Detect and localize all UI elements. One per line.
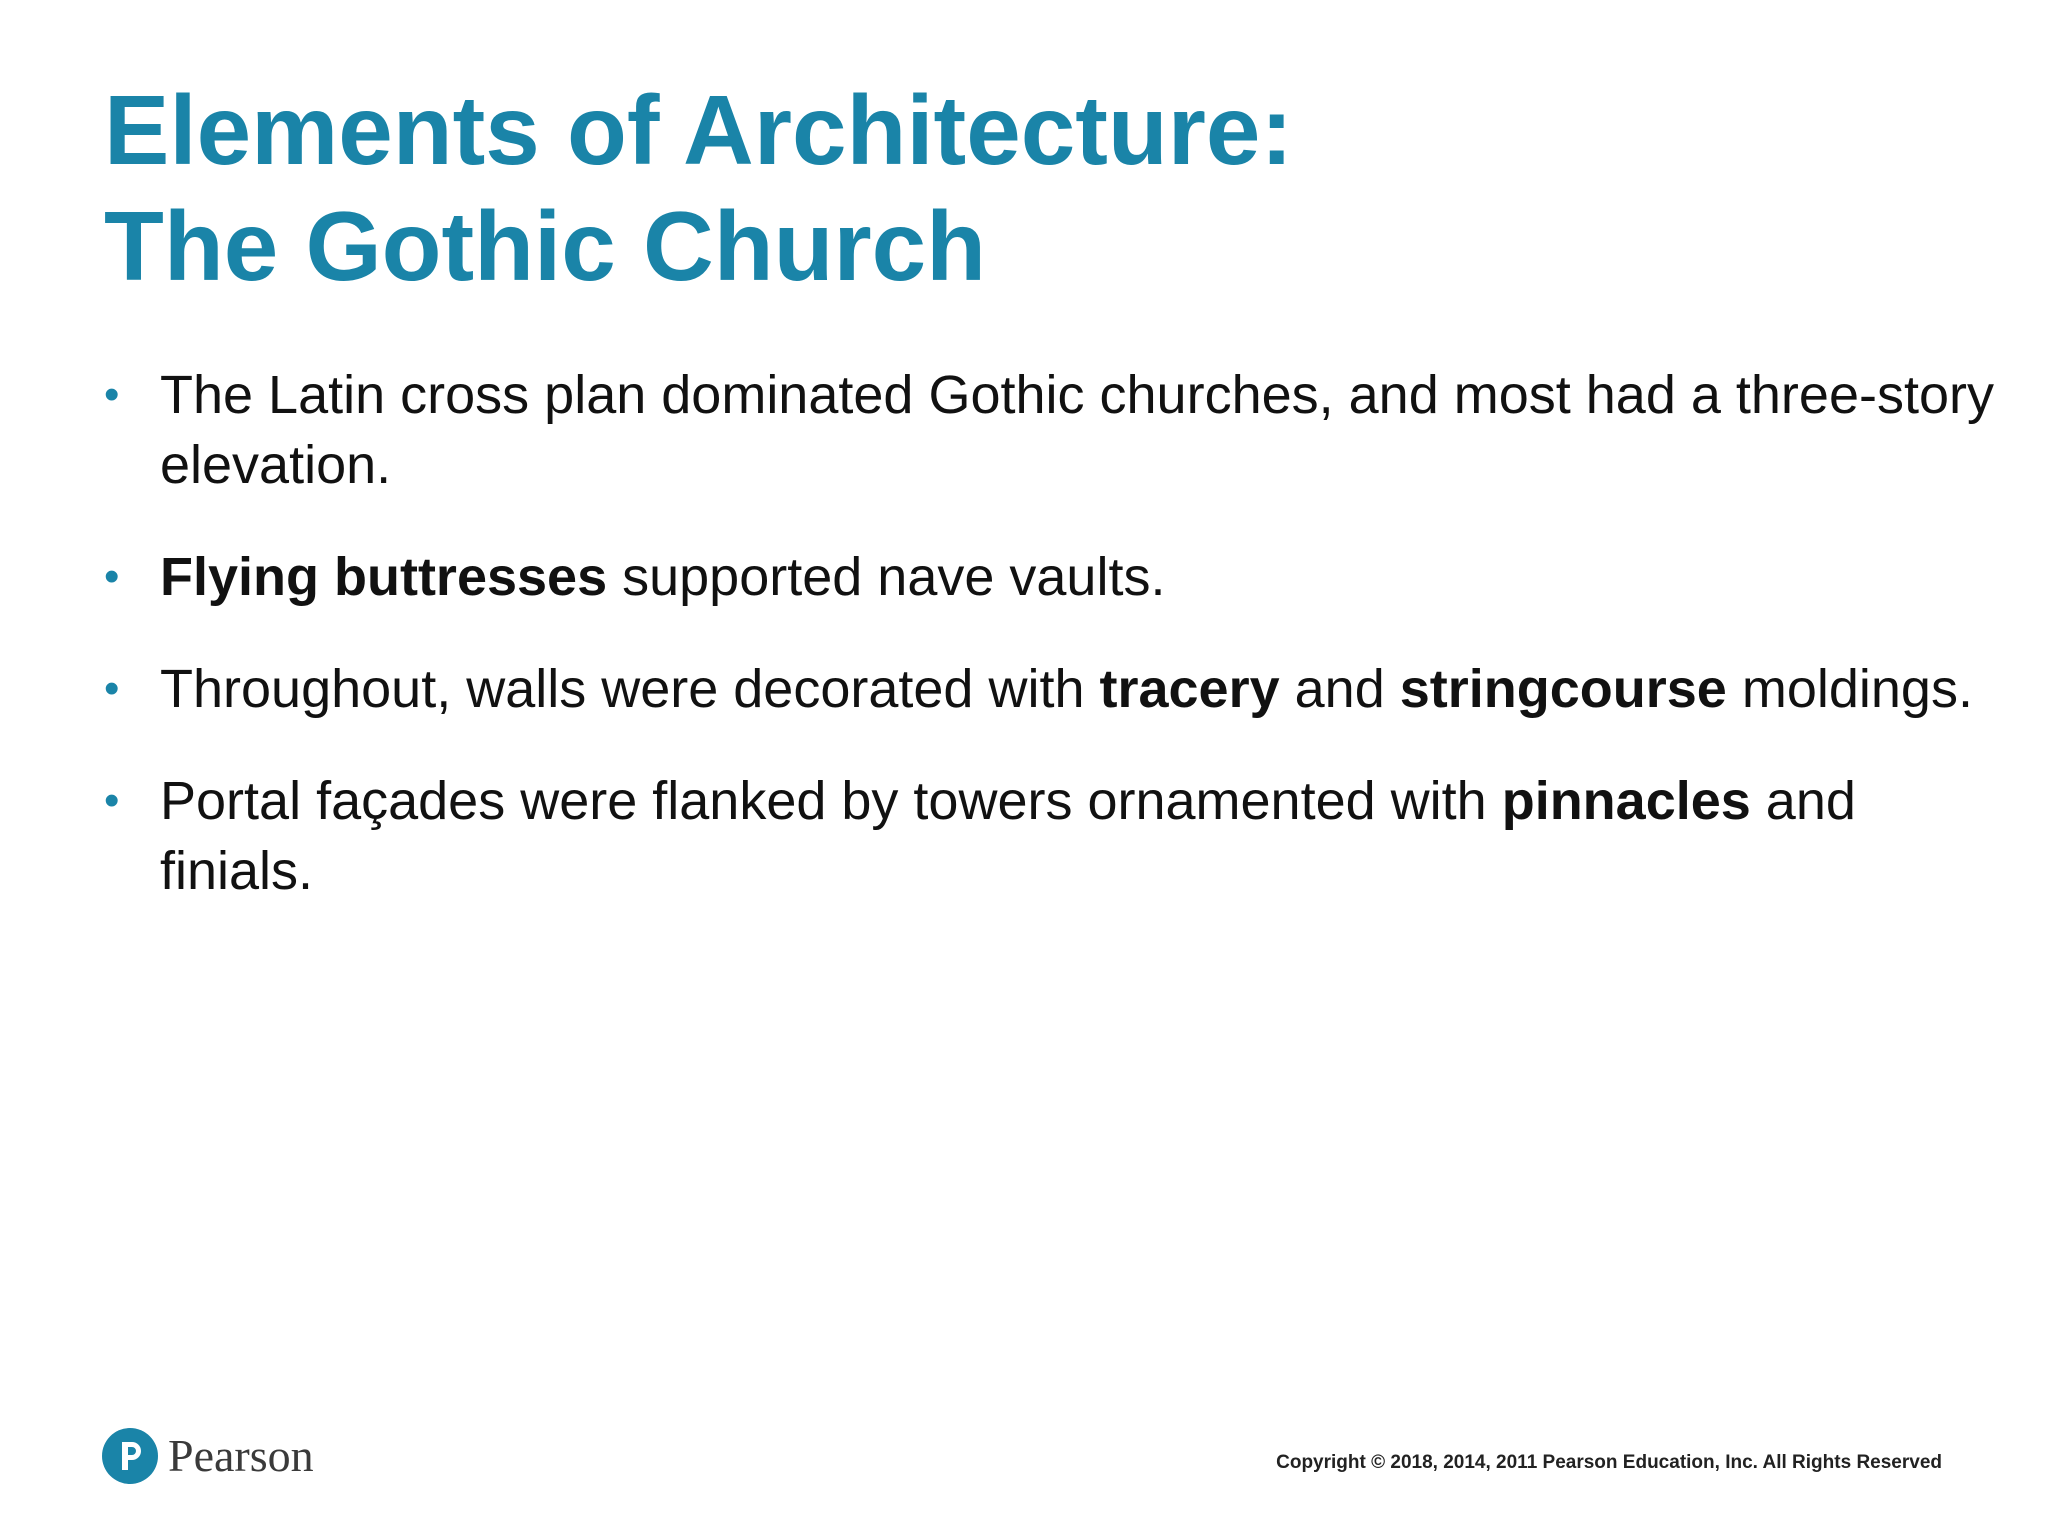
bullet-text: Portal façades were flanked by towers ornamented with <box>160 771 1502 831</box>
bullet-text: supported nave vaults. <box>607 547 1166 607</box>
bullet-dot-icon: • <box>104 664 120 713</box>
bullet-term-tracery: tracery <box>1099 659 1280 719</box>
bullet-term-stringcourse: stringcourse <box>1399 659 1727 719</box>
pearson-p-icon <box>102 1428 158 1484</box>
slide-title-line-2: The Gothic Church <box>104 191 986 301</box>
pearson-logo <box>102 1428 314 1484</box>
bullet-item <box>104 542 2004 612</box>
bullet-item <box>104 654 2004 724</box>
bullet-list <box>104 360 2004 948</box>
slide-title-line-1: Elements of Architecture: <box>104 75 1293 185</box>
bullet-dot-icon: • <box>104 370 120 419</box>
bullet-term-flying-buttresses: Flying buttresses <box>160 547 608 607</box>
bullet-item <box>104 766 2004 906</box>
bullet-text: moldings. <box>1726 659 1973 719</box>
bullet-term-pinnacles: pinnacles <box>1501 771 1751 831</box>
bullet-item <box>104 360 2004 500</box>
bullet-text: Throughout, walls were decorated with <box>160 659 1100 719</box>
bullet-text: and <box>1279 659 1400 719</box>
bullet-dot-icon: • <box>104 776 120 825</box>
bullet-text: The Latin cross plan dominated Gothic churches, and most had a three-story elevation. <box>160 365 1994 495</box>
bullet-text: and finials. <box>160 771 1856 901</box>
pearson-logo-text: Pearson <box>168 1430 314 1481</box>
copyright-notice: Copyright © 2018, 2014, 2011 Pearson Education, Inc. All Rights Reserved <box>1276 1452 1942 1473</box>
slide-title <box>104 72 1293 304</box>
bullet-dot-icon: • <box>104 552 120 601</box>
